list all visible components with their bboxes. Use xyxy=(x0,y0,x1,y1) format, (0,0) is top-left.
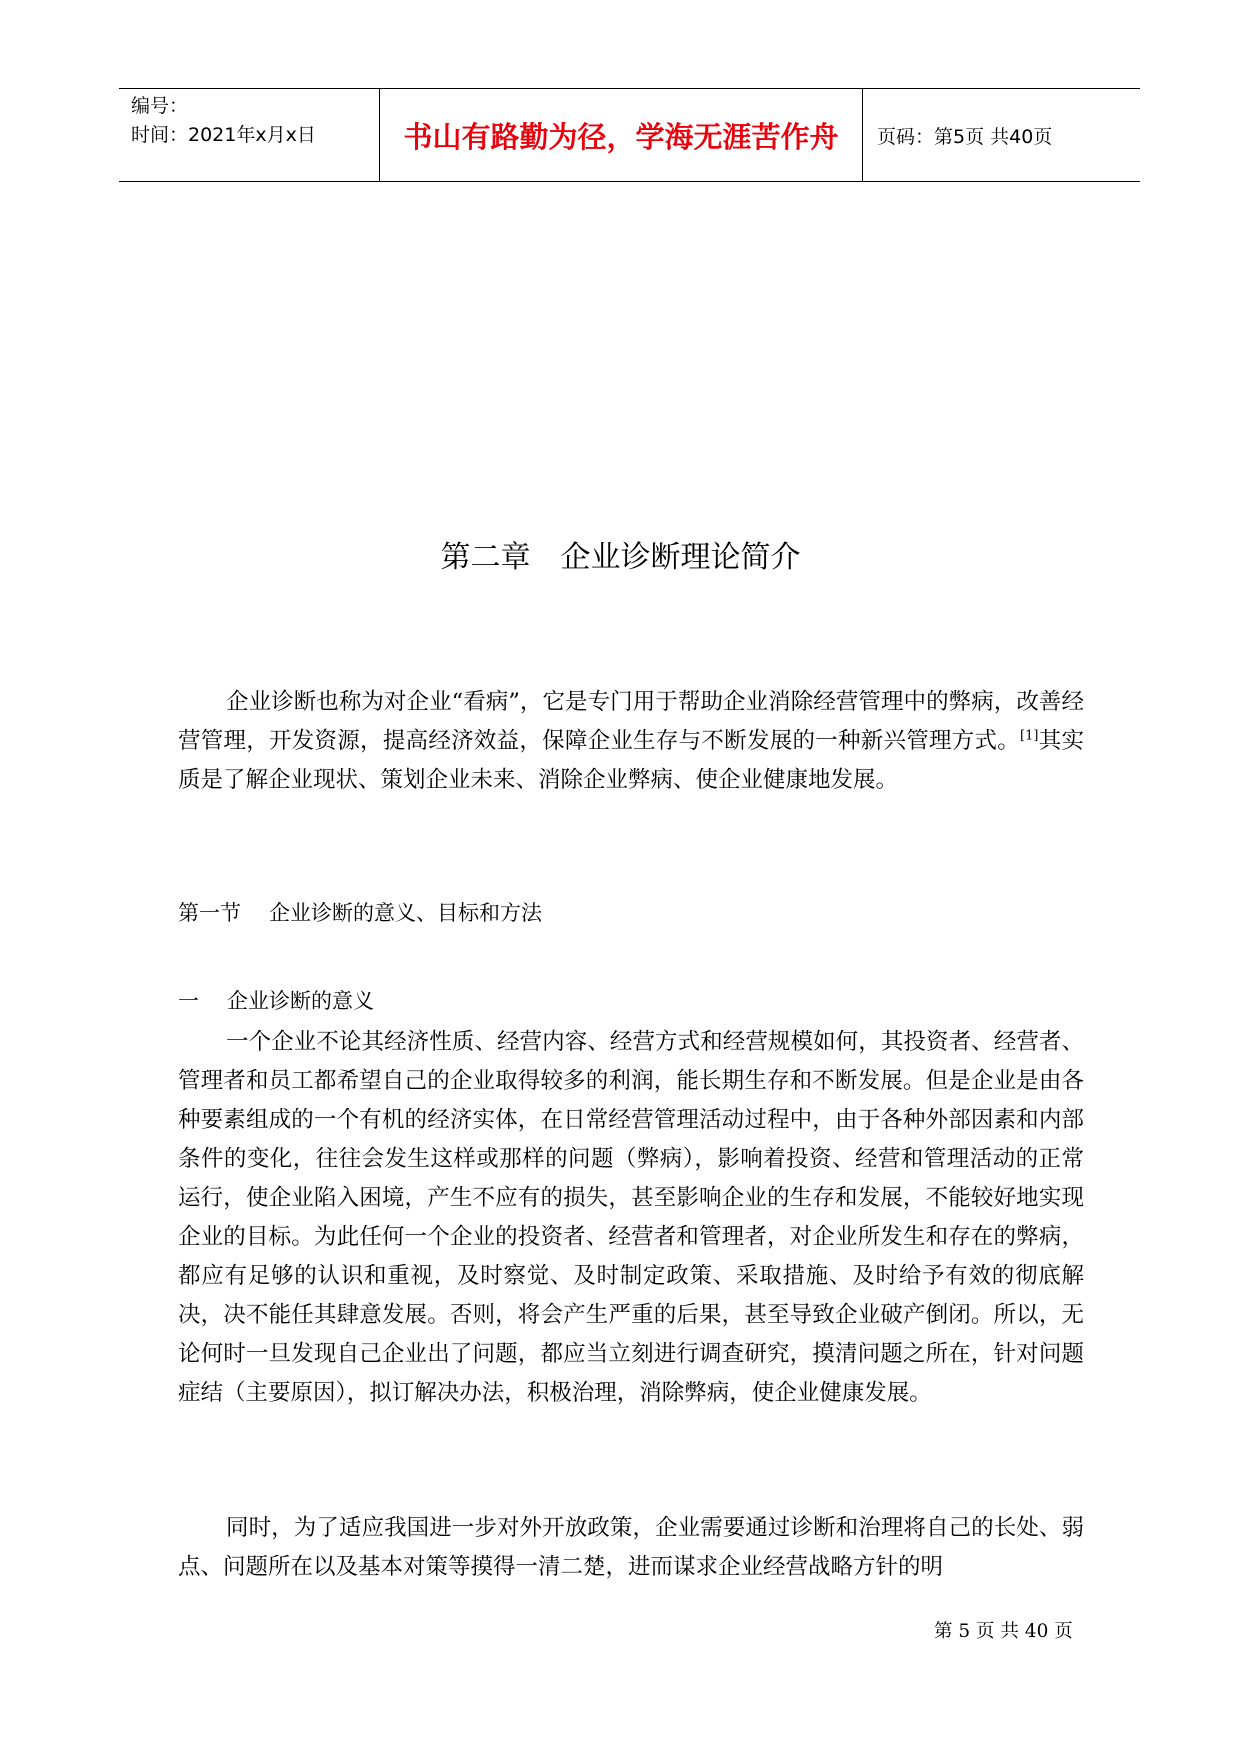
subsection-number: 一 xyxy=(178,989,199,1013)
document-time-label: 时间：2021年x月x日 xyxy=(131,124,316,146)
intro-text: 企业诊断也称为对企业“看病”，它是专门用于帮助企业消除经营管理中的弊病，改善经营管理，开发资源，提高经济效益，保障企业生存与不断发展的一种新兴管理方式。 xyxy=(178,689,1084,754)
header-page-info: 页码：第5页 共40页 xyxy=(877,125,1053,148)
citation-reference: [1] xyxy=(1020,728,1039,744)
chapter-heading xyxy=(0,532,1241,576)
document-number-label: 编号： xyxy=(131,95,189,117)
header-motto: 书山有路勤为径，学海无涯苦作舟 xyxy=(380,89,863,181)
chapter-title: 企业诊断理论简介 xyxy=(560,540,801,575)
intro-paragraph xyxy=(178,683,1084,800)
chapter-number: 第二章 xyxy=(440,540,531,575)
section-title: 企业诊断的意义、目标和方法 xyxy=(269,901,542,925)
page-header xyxy=(119,88,1140,182)
subsection-title: 企业诊断的意义 xyxy=(227,989,374,1013)
intro-text-continued: 其实质是了解企业现状、策划企业未来、消除企业弊病、使企业健康地发展。 xyxy=(178,728,1084,793)
subsection-heading xyxy=(178,985,374,1015)
body-paragraph: 一个企业不论其经济性质、经营内容、经营方式和经营规模如何，其投资者、经营者、管理者和员工都希望自己的企业取得较多的利润，能长期生存和不断发展。但是企业是由各种要素组成的一个有机的经济实体，在日常经营管理活动过程中，由于各种外部因素和内部条件的变化，往往会发生这样或那样的问题（弊病），影响着投资、经营和管理活动的正常运行，使企业陷入困境，产生不应有的损失，甚至影响企业的生存和发展，不能较好地实现企业的目标。为此任何一个企业的投资者、经营者和管理者，对企业所发生和存在的弊病，都应有足够的认识和重视，及时察觉、及时制定政策、采取措施、及时给予有效的彻底解决，决不能任其肆意发展。否则，将会产生严重的后果，甚至导致企业破产倒闭。所以，无论何时一旦发现自己企业出了问题，都应当立刻进行调查研究，摸清问题之所在，针对问题症结（主要原因），拟订解决办法，积极治理，消除弊病，使企业健康发展。 xyxy=(178,1029,1084,1406)
section-heading xyxy=(178,897,542,927)
section-number: 第一节 xyxy=(178,901,241,925)
header-meta xyxy=(119,89,380,181)
page-footer: 第 5 页 共 40 页 xyxy=(934,1621,1073,1642)
body-paragraph: 同时，为了适应我国进一步对外开放政策，企业需要通过诊断和治理将自己的长处、弱点、问题所在以及基本对策等摸得一清二楚，进而谋求企业经营战略方针的明 xyxy=(178,1515,1084,1580)
